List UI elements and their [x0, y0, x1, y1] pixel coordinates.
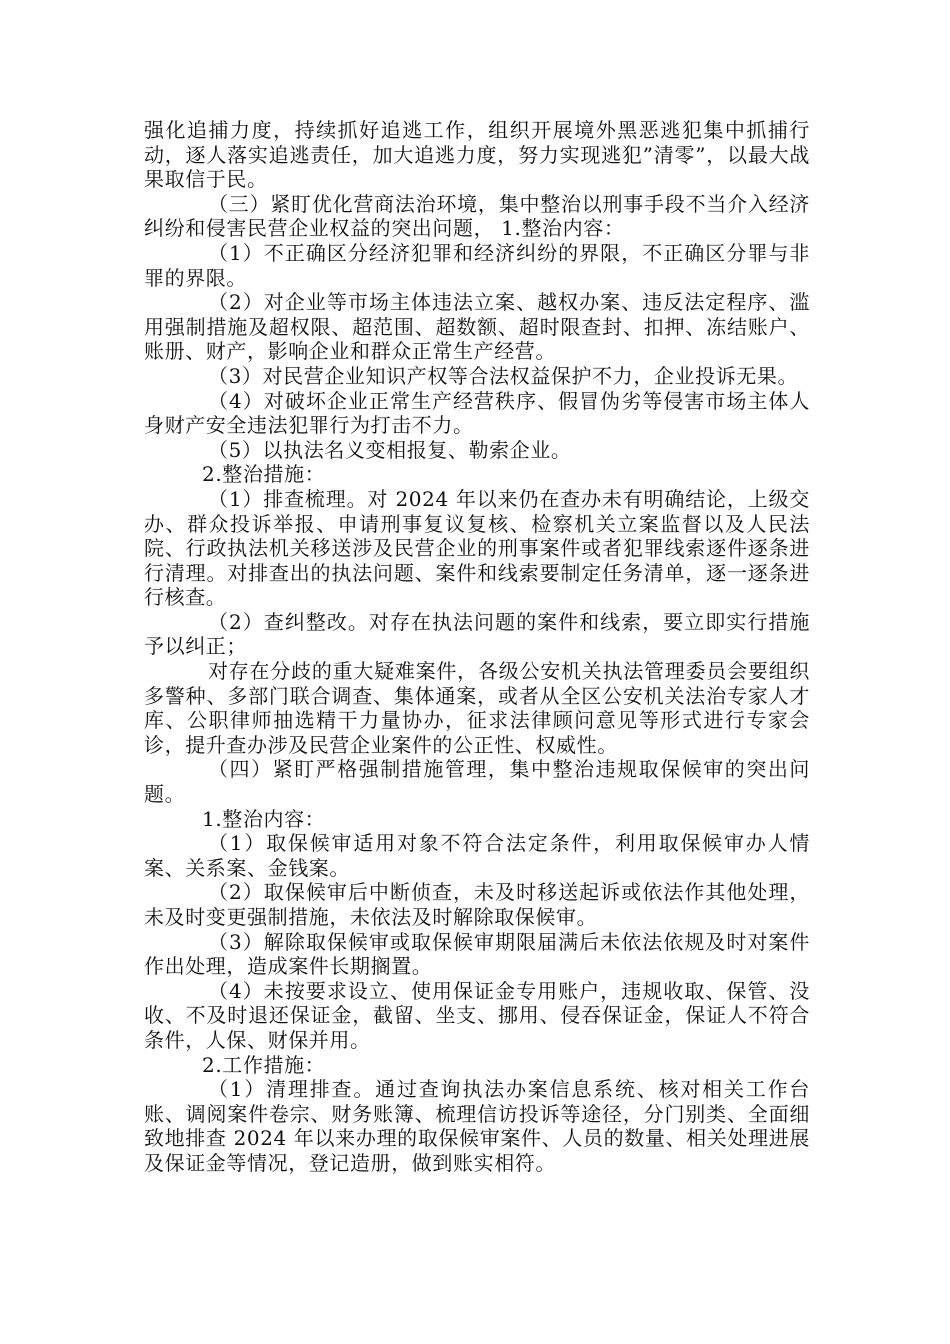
- list-item: （5）以执法名义变相报复、勒索企业。: [208, 437, 572, 462]
- list-item: （2）取保候审后中断侦查，未及时移送起诉或依法作其他处理，未及时变更强制措施，未依法及时解除取保候审。: [144, 880, 810, 929]
- list-item: （2）查纠整改。对存在执法问题的案件和线索，要立即实行措施予以纠正；: [144, 609, 810, 659]
- list-item: （1）不正确区分经济犯罪和经济纠纷的界限，不正确区分罪与非罪的界限。: [144, 240, 810, 290]
- section-heading-3: （三）紧盯优化营商法治环境，集中整治以刑事手段不当介入经济纠纷和侵害民营企业权益的突出问题， 1.整治内容：: [144, 191, 810, 241]
- document-body: [144, 118, 810, 1176]
- subheading: 2.工作措施：: [202, 1052, 326, 1077]
- paragraph-continuation: 强化追捕力度，持续抓好追逃工作，组织开展境外黑恶逃犯集中抓捕行动，逐人落实追逃责任，加大追逃力度，努力实现逃犯”清零”，以最大战果取信于民。: [144, 118, 810, 192]
- list-item: （4）对破坏企业正常生产经营秩序、假冒伪劣等侵害市场主体人身财产安全违法犯罪行为打击不力。: [144, 388, 810, 438]
- subheading: 2.整治措施：: [202, 462, 326, 487]
- list-item: （3）对民营企业知识产权等合法权益保护不力，企业投诉无果。: [208, 363, 799, 388]
- paragraph: 对存在分歧的重大疑难案件，各级公安机关执法管理委员会要组织多警种、多部门联合调查、集体通案，或者从全区公安机关法治专家人才库、公职律师抽选精干力量协办，征求法律顾问意见等形式进行专家会诊，提升查办涉及民营企业案件的公正性、权威性。: [144, 659, 810, 757]
- list-item: （1）清理排查。通过查询执法办案信息系统、核对相关工作台账、调阅案件卷宗、财务账簿、梳理信访投诉等途径，分门别类、全面细致地排查 2024 年以来办理的取保候审案件、人员的数量、相关处理进展及保证金等情况，登记造册，做到账实相符。: [144, 1077, 810, 1175]
- subheading: 1.整治内容：: [202, 806, 326, 831]
- list-item: （2）对企业等市场主体违法立案、越权办案、违反法定程序、滥用强制措施及超权限、超范围、超数额、超时限查封、扣押、冻结账户、账册、财产，影响企业和群众正常生产经营。: [144, 290, 810, 364]
- list-item: （1）取保候审适用对象不符合法定条件，利用取保候审办人情案、关系案、金钱案。: [144, 831, 810, 880]
- list-item: （4）未按要求设立、使用保证金专用账户，违规收取、保管、没收、不及时退还保证金，截留、坐支、挪用、侵吞保证金，保证人不符合条件，人保、财保并用。: [144, 978, 810, 1052]
- list-item: （3）解除取保候审或取保候审期限届满后未依法依规及时对案件作出处理，造成案件长期搁置。: [144, 929, 810, 979]
- section-heading-4: （四）紧盯严格强制措施管理，集中整治违规取保候审的突出问题。: [144, 757, 810, 807]
- list-item: （1）排查梳理。对 2024 年以来仍在查办未有明确结论，上级交办、群众投诉举报、申请刑事复议复核、检察机关立案监督以及人民法院、行政执法机关移送涉及民营企业的刑事案件或者犯罪线索逐件逐条进行清理。对排查出的执法问题、案件和线索要制定任务清单，逐一逐条进行核查。: [144, 486, 810, 610]
